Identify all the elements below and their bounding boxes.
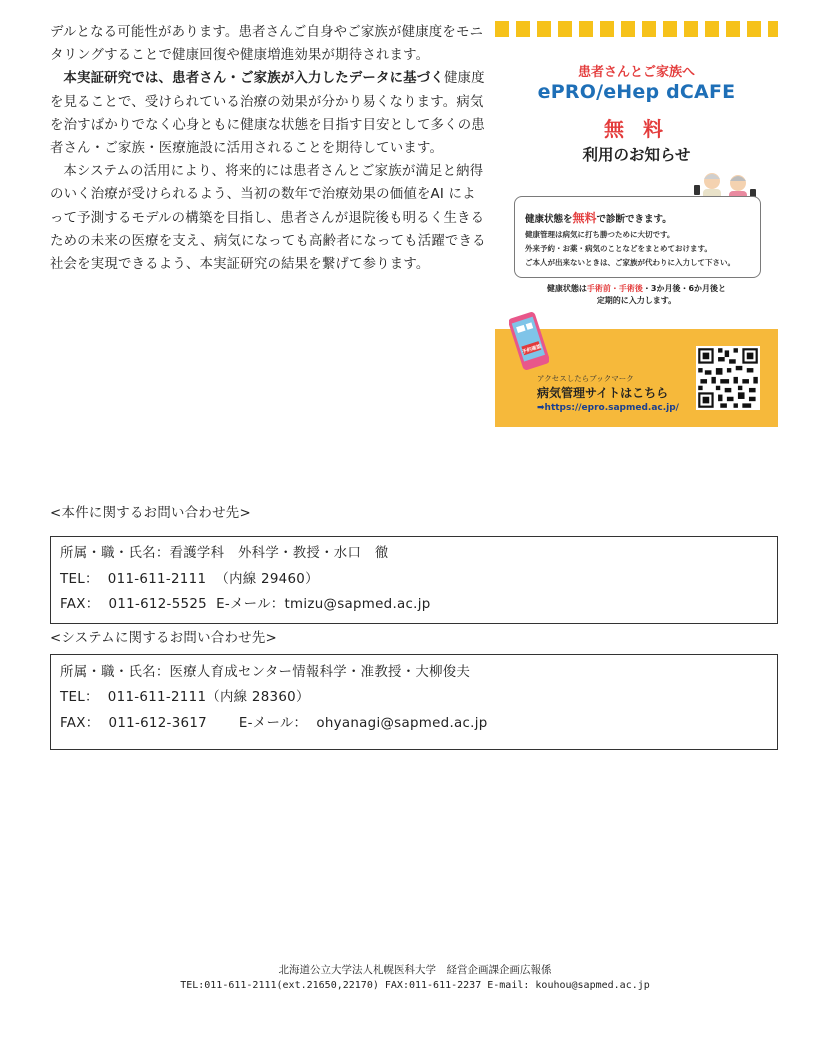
flyer-audience: 患者さんとご家族へ [577,65,695,80]
service-flyer [495,21,778,427]
contact-2-title: <システムに関するお問い合わせ先> [50,631,278,646]
contact-1-box [50,536,778,624]
flyer-status-note: 健康状態は手術前・手術後・3か月後・6か月後と 定期的に入力します。 [546,284,727,305]
footer-contact: TEL:011-611-2111(ext.21650,22170) FAX:011-611-2237 E-mail: kouhou@sapmed.ac.jp [180,980,650,991]
flyer-free: 無 料 [604,117,669,141]
paragraph-2-bold: 本実証研究では、患者さん・ご家族が入力したデータに基づく [63,71,444,87]
smartphone-icon [509,308,549,374]
page-footer [0,962,830,991]
contact-1-tel: TEL： 011-611-2111 （内線 29460） [60,572,319,587]
contact-1-fax: FAX： 011-612-5525 E-メール：tmizu@sapmed.ac.jp [60,597,431,612]
paragraph-1: デルとなる可能性があります。患者さんご自身やご家族が健康度をモニタリングすることで健康回復や健康増進効果が期待されます。 [50,25,484,64]
flyer-box-line-3: ご本人が出来ないときは、ご家族が代わりに入力して下さい。 [525,258,735,267]
flyer-site-url[interactable]: ➡https://epro.sapmed.ac.jp/ [537,403,679,413]
paragraph-3: 本システムの活用により、将来的には患者さんとご家族が満足と納得のいく治療が受けられるよう、当初の数年で治療効果の価値をAI によって予測するモデルの構築を目指し、患者さんが退院後も明るく生きるための未来の医療を支え、病気になっても高齢者になっても活躍できる社会を実現できるよう、本実証研究の結果を繋げて参ります。 [50,164,486,273]
flyer-info-box [514,196,761,278]
flyer-access-hint: アクセスしたらブックマーク [537,374,634,383]
contact-2-box [50,654,778,750]
contact-1-affiliation: 所属・職・氏名：看護学科 外科学・教授・水口 徹 [60,546,389,561]
flyer-top-stripe [495,21,778,37]
flyer-site-label: 病気管理サイトはこちら [537,386,669,400]
phone-label: 予約確認 [521,343,543,356]
flyer-box-line-2: 外来予約・お薬・病気のことなどをまとめておけます。 [525,244,712,253]
article-body [50,21,486,276]
contact-2-fax: FAX： 011-612-3617 E-メール： ohyanagi@sapmed.ac.jp [60,716,488,731]
flyer-box-line-1: 健康管理は病気に打ち勝つために大切です。 [525,230,675,239]
paragraph-2 [50,67,486,160]
flyer-service-name: ePRO/eHep dCAFE [537,81,736,103]
contact-2-affiliation: 所属・職・氏名：医療人育成センター情報科学・准教授・大柳俊夫 [60,665,471,680]
footer-organization: 北海道公立大学法人札幌医科大学 経営企画課企画広報係 [278,964,552,976]
contact-2-tel: TEL： 011-611-2111（内線 28360） [60,690,310,705]
contact-1-title: <本件に関するお問い合わせ先> [50,506,252,521]
paragraph-2-rest: 健康度を見ることで、受けられている治療の効果が分かり易くなります。病気を治すばかりでなく心身ともに健康な状態を目指す目安として多くの患者さん・ご家族・医療施設に活用されることを期待しています。 [50,71,485,157]
flyer-notice: 利用のお知らせ [582,146,691,164]
flyer-box-heading: 健康状態を無料で診断できます。 [525,211,672,225]
qr-code-icon[interactable] [696,346,760,410]
